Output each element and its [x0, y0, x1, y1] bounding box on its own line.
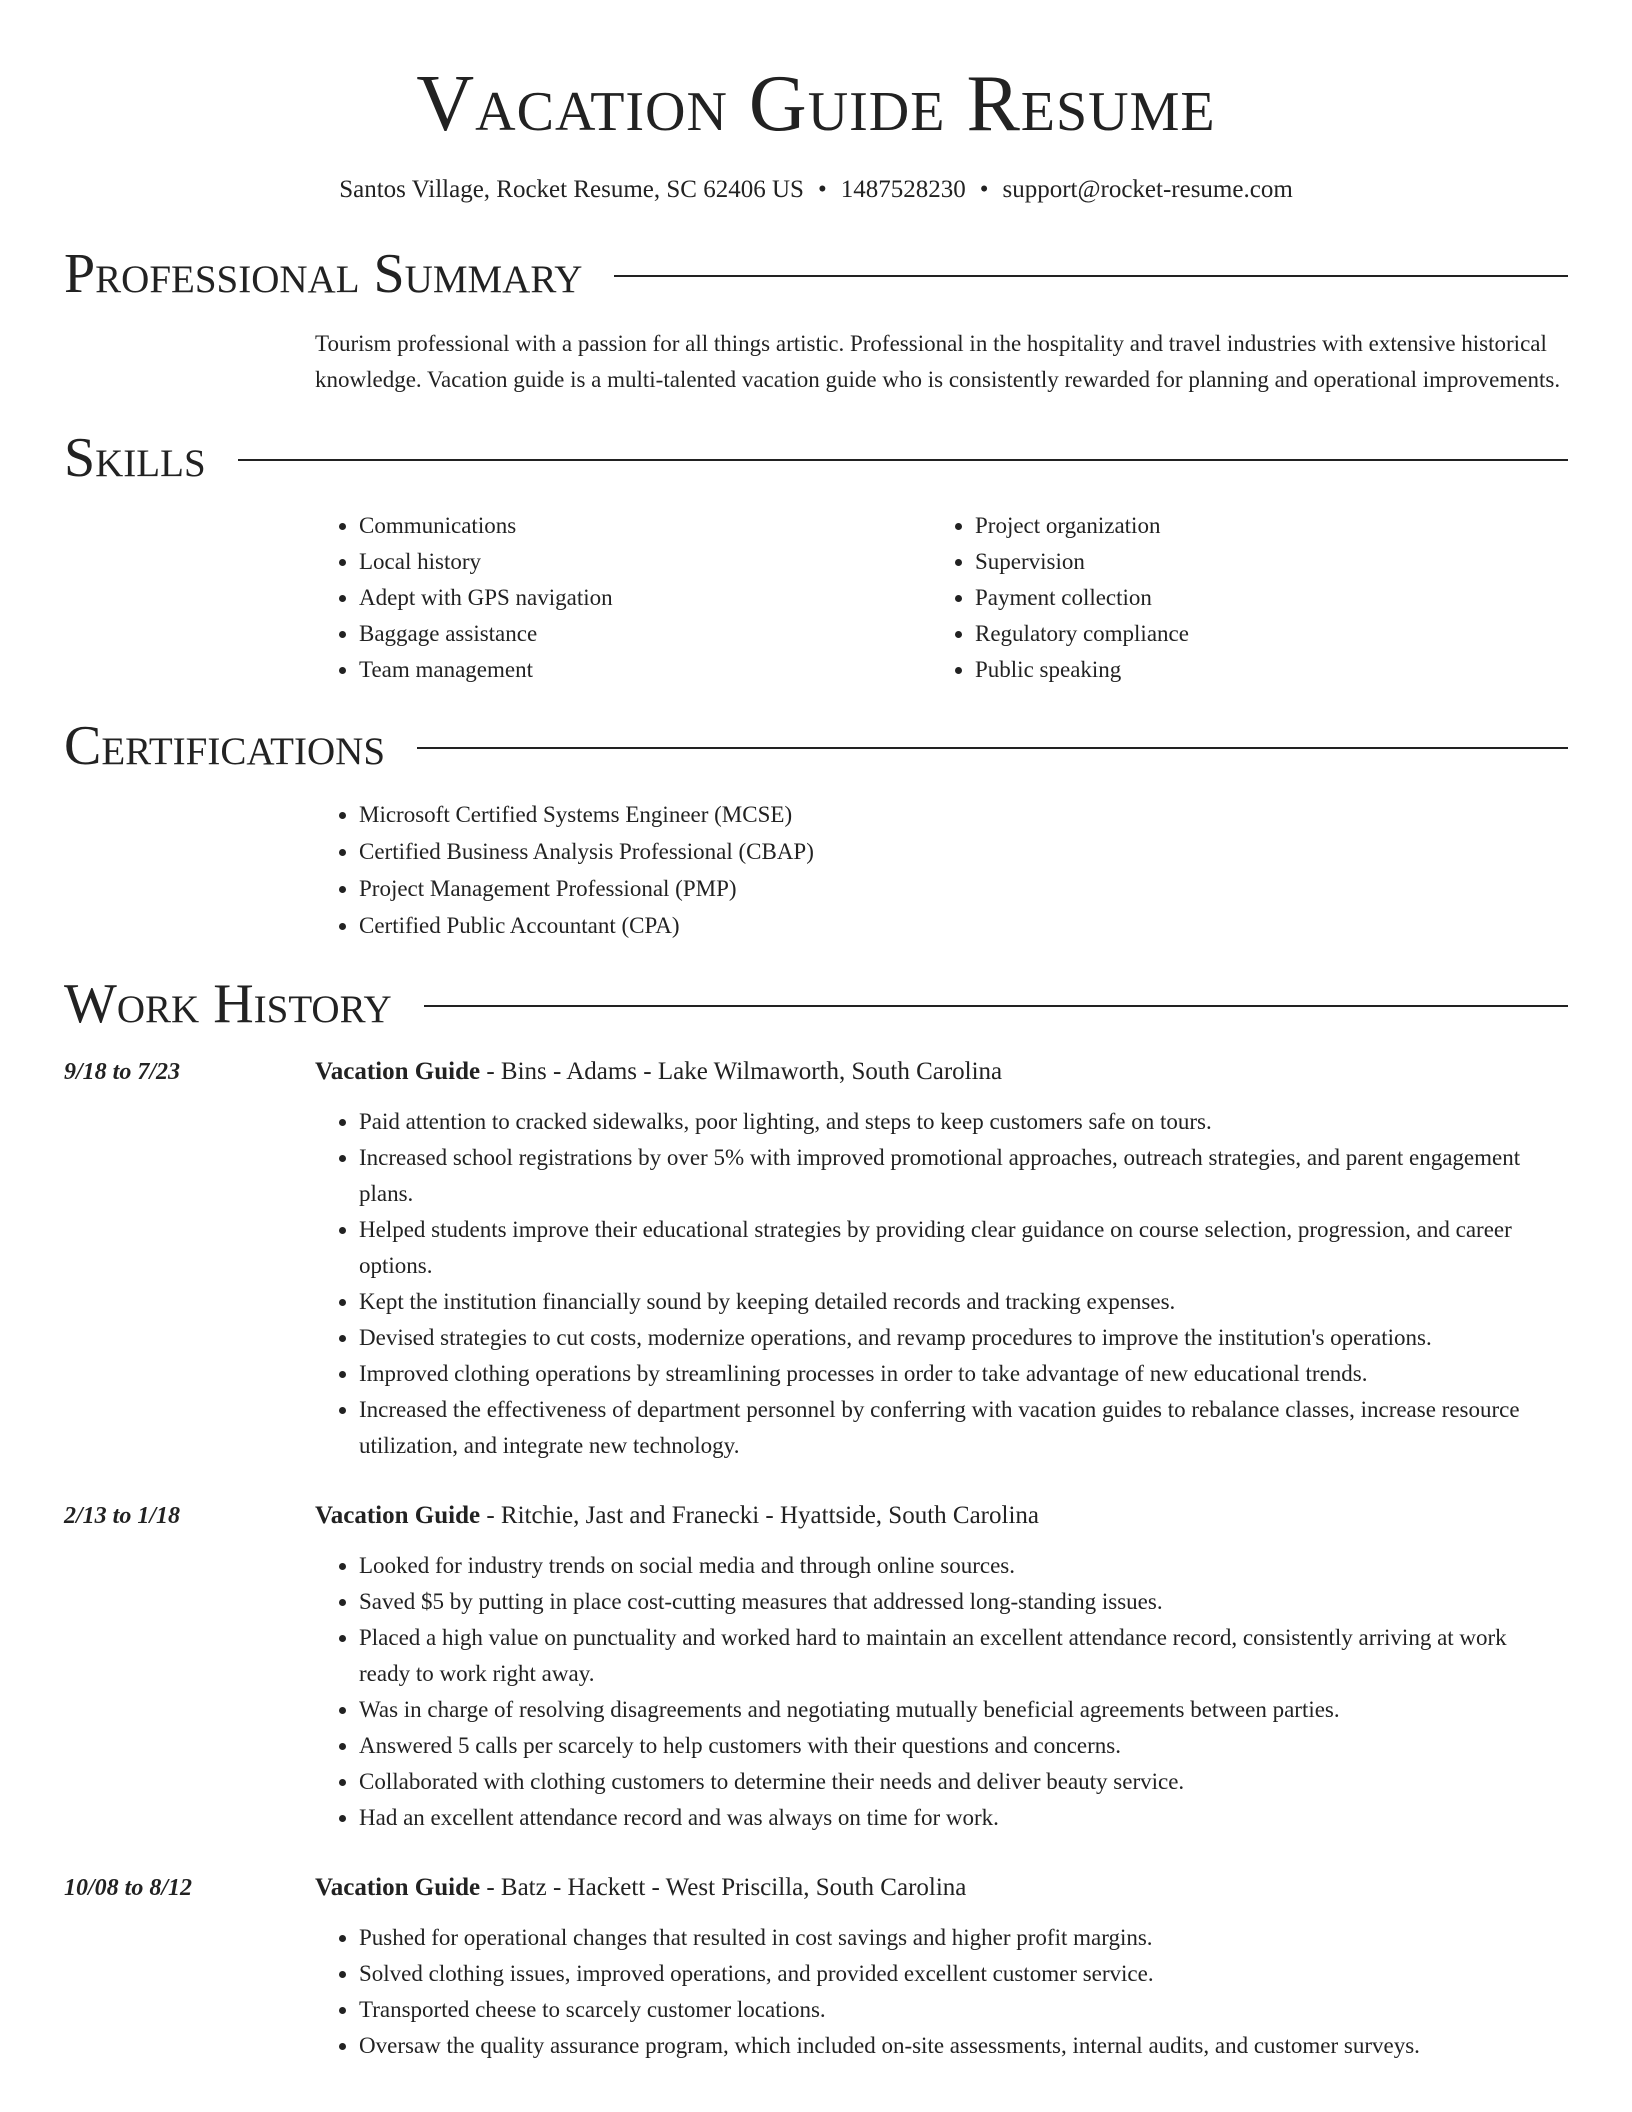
job-bullet: • Devised strategies to cut costs, modernize operations, and revamp procedures to improve the institution's operations. — [359, 1320, 1568, 1356]
job-bullet: • Pushed for operational changes that resulted in cost savings and higher profit margins. — [359, 1920, 1568, 1956]
certifications-heading: Certifications — [64, 715, 386, 777]
section-divider — [238, 459, 1568, 461]
section-divider — [614, 275, 1568, 277]
job-bullet: • Looked for industry trends on social media and through online sources. — [359, 1548, 1568, 1584]
job-entry — [64, 1870, 1568, 2064]
job-bullet: • Solved clothing issues, improved operations, and provided excellent customer service. — [359, 1956, 1568, 1992]
resume-page — [64, 0, 1568, 2064]
skill-item: • Team management — [359, 652, 931, 688]
skill-item: • Communications — [359, 508, 931, 544]
job-employer: - Batz - Hackett - West Priscilla, South Carolina — [480, 1874, 967, 1901]
contact-separator: • — [817, 176, 827, 203]
job-bullet: • Increased the effectiveness of department personnel by conferring with vacation guides to rebalance classes, increase resource utilization, and integrate new technology. — [359, 1392, 1568, 1464]
job-title-line — [315, 1870, 1568, 1906]
job-bullet: • Was in charge of resolving disagreements and negotiating mutually beneficial agreements between parties. — [359, 1692, 1568, 1728]
job-role: Vacation Guide — [315, 1502, 481, 1529]
certifications-list — [315, 796, 1568, 944]
job-bullet-list — [315, 1104, 1568, 1464]
job-bullet: • Placed a high value on punctuality and worked hard to maintain an excellent attendance record, consistently arriving at work ready to work right away. — [359, 1620, 1568, 1692]
job-bullet: • Kept the institution financially sound by keeping detailed records and tracking expenses. — [359, 1284, 1568, 1320]
contact-address: Santos Village, Rocket Resume, SC 62406 US — [339, 176, 804, 203]
certification-item: • Microsoft Certified Systems Engineer (MCSE) — [359, 796, 1568, 833]
job-bullet: • Had an excellent attendance record and was always on time for work. — [359, 1800, 1568, 1836]
job-dates: 2/13 to 1/18 — [64, 1503, 181, 1529]
contact-separator: • — [979, 176, 989, 203]
skill-item: • Local history — [359, 544, 931, 580]
job-employer: - Bins - Adams - Lake Wilmaworth, South Carolina — [480, 1058, 1003, 1085]
job-dates: 10/08 to 8/12 — [64, 1875, 193, 1901]
job-bullet: • Answered 5 calls per scarcely to help customers with their questions and concerns. — [359, 1728, 1568, 1764]
job-dates: 9/18 to 7/23 — [64, 1059, 181, 1085]
skills-list-right — [931, 508, 1547, 688]
work-heading: Work History — [64, 973, 392, 1035]
skills-section-header — [64, 428, 1568, 488]
job-bullet: • Transported cheese to scarcely customer locations. — [359, 1992, 1568, 2028]
job-role: Vacation Guide — [315, 1058, 481, 1085]
certification-item: • Certified Business Analysis Professional (CBAP) — [359, 833, 1568, 870]
section-divider — [417, 747, 1568, 749]
work-section-header — [64, 974, 1568, 1034]
job-bullet: • Oversaw the quality assurance program, which included on-site assessments, internal audits, and customer surveys. — [359, 2028, 1568, 2064]
skill-item: • Project organization — [975, 508, 1547, 544]
certifications-section-header — [64, 716, 1568, 776]
job-bullet: • Improved clothing operations by streamlining processes in order to take advantage of new educational trends. — [359, 1356, 1568, 1392]
job-details — [315, 1054, 1568, 1464]
skill-item: • Regulatory compliance — [975, 616, 1547, 652]
skill-item: • Baggage assistance — [359, 616, 931, 652]
contact-line — [64, 174, 1568, 206]
skill-item: • Adept with GPS navigation — [359, 580, 931, 616]
job-bullet: • Helped students improve their educational strategies by providing clear guidance on course selection, progression, and career options. — [359, 1212, 1568, 1284]
skills-list-left — [315, 508, 931, 688]
section-divider — [424, 1005, 1568, 1007]
job-bullet: • Collaborated with clothing customers to determine their needs and deliver beauty service. — [359, 1764, 1568, 1800]
job-bullet: • Paid attention to cracked sidewalks, poor lighting, and steps to keep customers safe on tours. — [359, 1104, 1568, 1140]
skill-item: • Supervision — [975, 544, 1547, 580]
skill-item: • Payment collection — [975, 580, 1547, 616]
job-bullet: • Increased school registrations by over 5% with improved promotional approaches, outreach strategies, and parent engagement plans. — [359, 1140, 1568, 1212]
job-bullet-list — [315, 1920, 1568, 2064]
contact-phone: 1487528230 — [840, 176, 966, 203]
job-details — [315, 1870, 1568, 2064]
job-bullet-list — [315, 1548, 1568, 1836]
certification-item: • Certified Public Accountant (CPA) — [359, 907, 1568, 944]
job-bullet: • Saved $5 by putting in place cost-cutting measures that addressed long-standing issues. — [359, 1584, 1568, 1620]
job-role: Vacation Guide — [315, 1874, 481, 1901]
certification-item: • Project Management Professional (PMP) — [359, 870, 1568, 907]
skill-item: • Public speaking — [975, 652, 1547, 688]
job-details — [315, 1498, 1568, 1836]
job-entry — [64, 1054, 1568, 1464]
job-title-line — [315, 1054, 1568, 1090]
skills-columns — [315, 508, 1568, 688]
job-employer: - Ritchie, Jast and Franecki - Hyattside, South Carolina — [480, 1502, 1039, 1529]
contact-email: support@rocket-resume.com — [1002, 176, 1293, 203]
job-title-line — [315, 1498, 1568, 1534]
summary-section-header — [64, 244, 1568, 304]
resume-title: Vacation Guide Resume — [416, 60, 1216, 148]
skills-heading: Skills — [64, 427, 206, 489]
summary-heading: Professional Summary — [64, 243, 583, 305]
summary-text: Tourism professional with a passion for all things artistic. Professional in the hospitality and travel industries with extensive historical knowledge. Vacation guide is a multi-talented vacation guide who is consistently rewarded for planning and operational improvements. — [315, 331, 1561, 392]
job-entry — [64, 1498, 1568, 1836]
